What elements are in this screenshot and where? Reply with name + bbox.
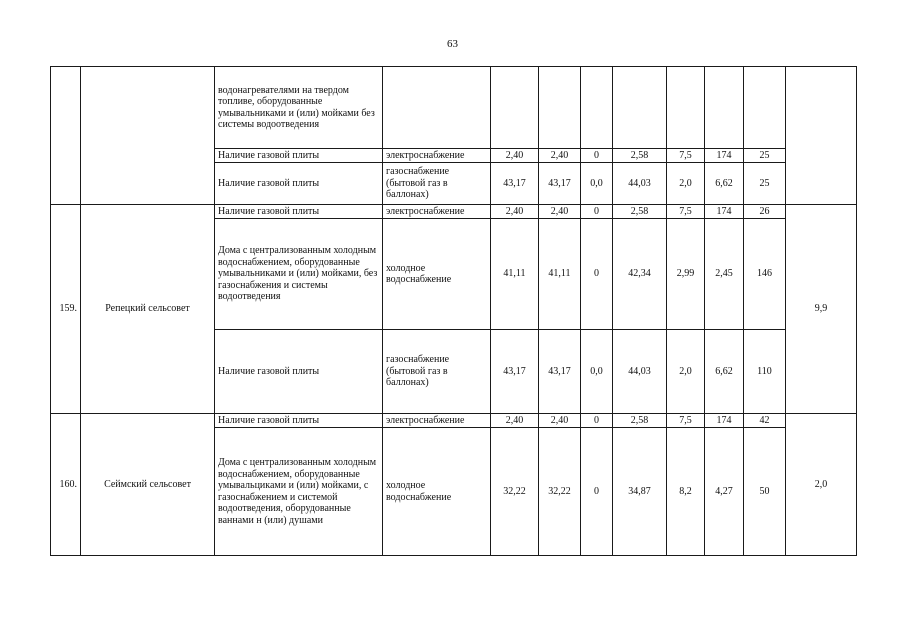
value-cell xyxy=(613,67,667,149)
value-cell: 0,0 xyxy=(581,330,613,414)
tariff-table xyxy=(50,66,857,556)
description-cell: водонагревателями на твердом топливе, оборудованные умывальниками и (или) мойками без системы водоотведения xyxy=(215,67,383,149)
value-cell: 174 xyxy=(705,149,744,163)
value-cell: 25 xyxy=(744,149,786,163)
description-cell: Наличие газовой плиты xyxy=(215,414,383,428)
value-cell: 32,22 xyxy=(539,428,581,556)
value-cell xyxy=(744,67,786,149)
value-cell: 8,2 xyxy=(667,428,705,556)
value-cell: 0 xyxy=(581,428,613,556)
service-cell: холодное водоснабжение xyxy=(383,219,491,330)
service-cell: холодное водоснабжение xyxy=(383,428,491,556)
municipality-name: Репецкий сельсовет xyxy=(81,205,215,414)
value-cell: 0 xyxy=(581,219,613,330)
value-cell: 146 xyxy=(744,219,786,330)
value-cell: 174 xyxy=(705,414,744,428)
description-cell: Дома с централизованным холодным водоснабжением, оборудованные умывальциками и (или) мойками, с газоснабжением и системой водоотведения, оборудованные ваннами н (или) душами xyxy=(215,428,383,556)
value-cell: 174 xyxy=(705,205,744,219)
value-cell xyxy=(667,67,705,149)
value-cell: 32,22 xyxy=(491,428,539,556)
description-cell: Наличие газовой плиты xyxy=(215,163,383,205)
value-cell: 43,17 xyxy=(491,330,539,414)
value-cell: 0 xyxy=(581,414,613,428)
table-row xyxy=(51,67,857,149)
description-cell: Наличие газовой плиты xyxy=(215,149,383,163)
value-cell: 2,0 xyxy=(667,330,705,414)
value-cell: 2,0 xyxy=(667,163,705,205)
row-number: 159. xyxy=(51,205,81,414)
value-cell: 43,17 xyxy=(491,163,539,205)
value-cell: 110 xyxy=(744,330,786,414)
value-cell: 2,99 xyxy=(667,219,705,330)
value-cell: 6,62 xyxy=(705,330,744,414)
index-value: 2,0 xyxy=(786,414,857,556)
value-cell xyxy=(705,67,744,149)
value-cell xyxy=(539,67,581,149)
value-cell: 43,17 xyxy=(539,163,581,205)
value-cell: 42 xyxy=(744,414,786,428)
service-cell: электроснабжение xyxy=(383,205,491,219)
service-cell: электроснабжение xyxy=(383,149,491,163)
municipality-cell xyxy=(81,67,215,205)
value-cell: 25 xyxy=(744,163,786,205)
value-cell: 2,40 xyxy=(491,414,539,428)
value-cell: 2,40 xyxy=(539,414,581,428)
service-cell: электроснабжение xyxy=(383,414,491,428)
value-cell: 2,58 xyxy=(613,414,667,428)
index-value: 9,9 xyxy=(786,205,857,414)
value-cell: 2,58 xyxy=(613,149,667,163)
value-cell: 0 xyxy=(581,205,613,219)
value-cell: 44,03 xyxy=(613,163,667,205)
description-cell: Наличие газовой плиты xyxy=(215,205,383,219)
description-cell: Дома с централизованным холодным водоснабжением, оборудованные умывальниками и (или) мойками, без газоснабжения и системы водоотведения xyxy=(215,219,383,330)
value-cell: 2,40 xyxy=(491,205,539,219)
value-cell: 2,45 xyxy=(705,219,744,330)
value-cell: 7,5 xyxy=(667,205,705,219)
service-cell: газоснабжение (бытовой газ в баллонах) xyxy=(383,330,491,414)
table-row xyxy=(51,414,857,428)
value-cell: 0 xyxy=(581,149,613,163)
page-number: 63 xyxy=(447,38,458,50)
value-cell xyxy=(491,67,539,149)
table-row xyxy=(51,205,857,219)
value-cell: 43,17 xyxy=(539,330,581,414)
number-cell xyxy=(51,67,81,205)
value-cell: 34,87 xyxy=(613,428,667,556)
value-cell: 6,62 xyxy=(705,163,744,205)
index-cell xyxy=(786,67,857,205)
value-cell: 2,40 xyxy=(539,205,581,219)
municipality-name: Сеймский сельсовет xyxy=(81,414,215,556)
value-cell: 44,03 xyxy=(613,330,667,414)
value-cell: 41,11 xyxy=(539,219,581,330)
value-cell: 26 xyxy=(744,205,786,219)
value-cell: 42,34 xyxy=(613,219,667,330)
value-cell: 41,11 xyxy=(491,219,539,330)
value-cell: 7,5 xyxy=(667,414,705,428)
value-cell xyxy=(581,67,613,149)
value-cell: 0,0 xyxy=(581,163,613,205)
value-cell: 2,40 xyxy=(539,149,581,163)
value-cell: 2,58 xyxy=(613,205,667,219)
row-number: 160. xyxy=(51,414,81,556)
description-cell: Наличие газовой плиты xyxy=(215,330,383,414)
value-cell: 50 xyxy=(744,428,786,556)
value-cell: 7,5 xyxy=(667,149,705,163)
value-cell: 4,27 xyxy=(705,428,744,556)
service-cell: газоснабжение (бытовой газ в баллонах) xyxy=(383,163,491,205)
value-cell: 2,40 xyxy=(491,149,539,163)
service-cell xyxy=(383,67,491,149)
